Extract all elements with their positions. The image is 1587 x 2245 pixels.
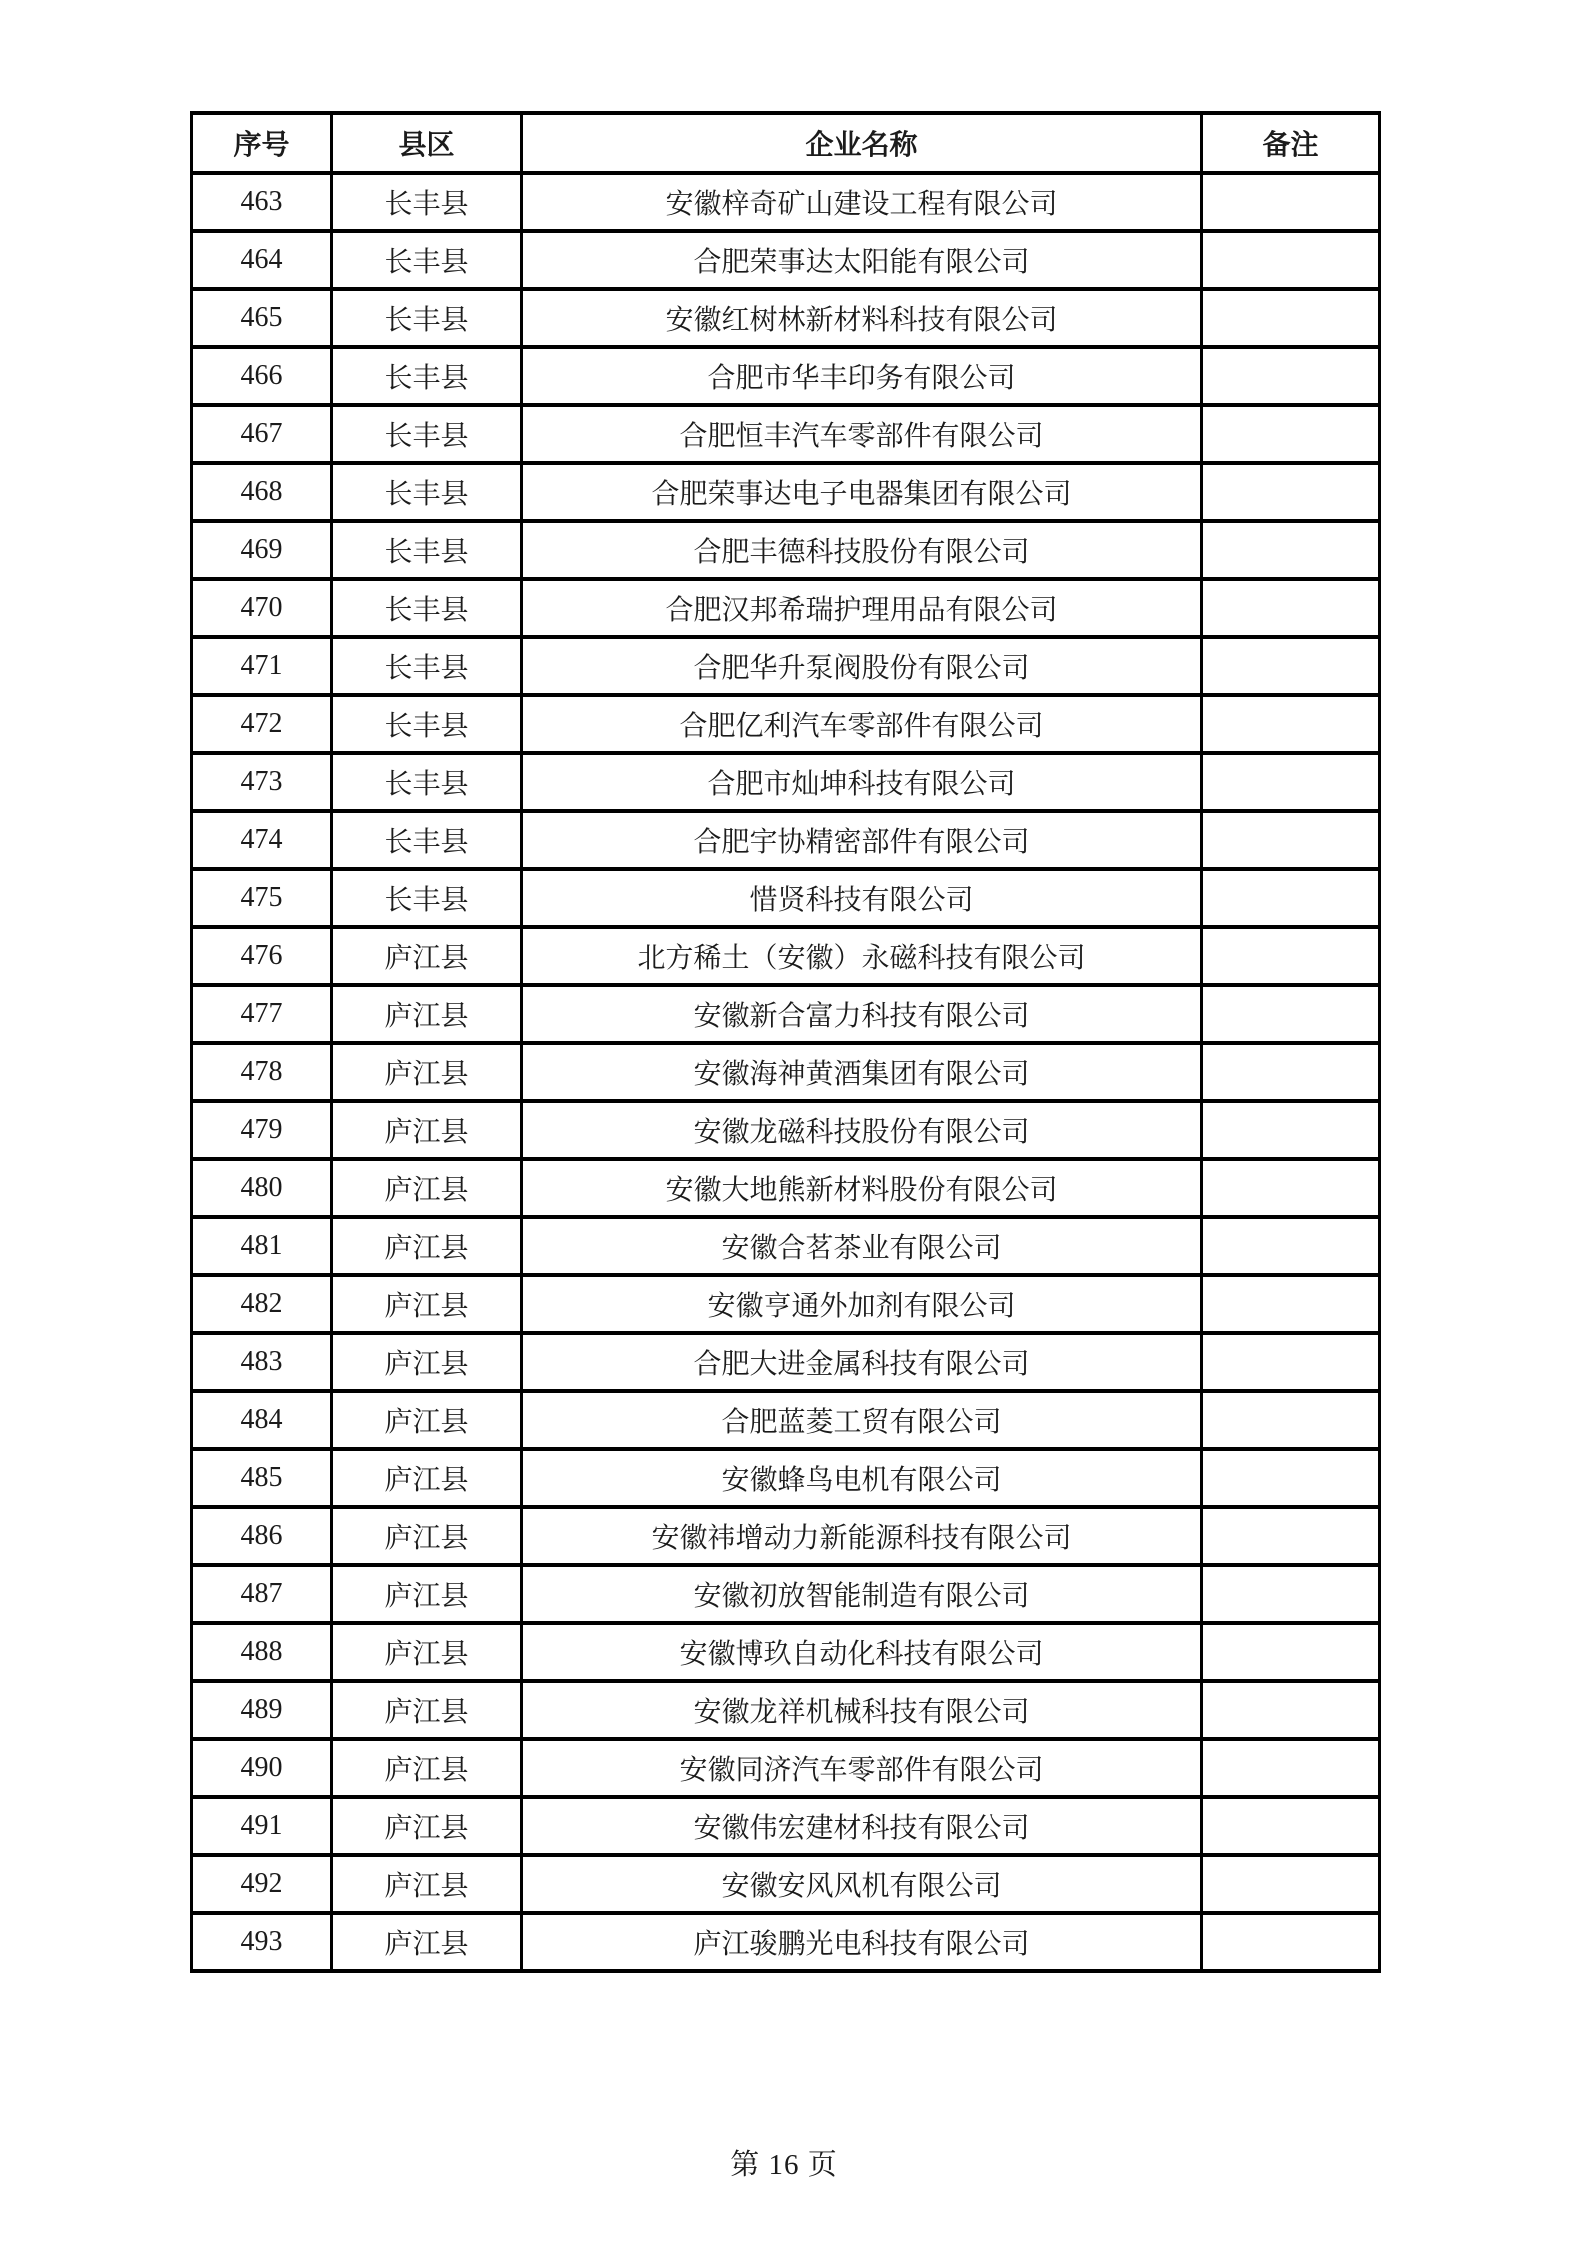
cell-county: 庐江县 xyxy=(332,1623,522,1681)
column-header-remark: 备注 xyxy=(1202,113,1380,173)
cell-remark xyxy=(1202,1159,1380,1217)
cell-index: 470 xyxy=(192,579,332,637)
cell-index: 490 xyxy=(192,1739,332,1797)
cell-company: 安徽新合富力科技有限公司 xyxy=(522,985,1202,1043)
table-row xyxy=(192,753,1380,811)
table-header-row xyxy=(192,113,1380,173)
cell-index: 476 xyxy=(192,927,332,985)
table-row xyxy=(192,1449,1380,1507)
cell-index: 465 xyxy=(192,289,332,347)
cell-remark xyxy=(1202,637,1380,695)
cell-index: 473 xyxy=(192,753,332,811)
cell-county: 长丰县 xyxy=(332,811,522,869)
cell-company: 安徽祎增动力新能源科技有限公司 xyxy=(522,1507,1202,1565)
cell-company: 安徽博玖自动化科技有限公司 xyxy=(522,1623,1202,1681)
cell-company: 合肥市华丰印务有限公司 xyxy=(522,347,1202,405)
cell-index: 481 xyxy=(192,1217,332,1275)
cell-remark xyxy=(1202,521,1380,579)
cell-remark xyxy=(1202,1217,1380,1275)
table-row xyxy=(192,637,1380,695)
cell-company: 合肥恒丰汽车零部件有限公司 xyxy=(522,405,1202,463)
cell-company: 安徽伟宏建材科技有限公司 xyxy=(522,1797,1202,1855)
cell-index: 478 xyxy=(192,1043,332,1101)
cell-remark xyxy=(1202,1797,1380,1855)
table-row xyxy=(192,579,1380,637)
cell-county: 长丰县 xyxy=(332,521,522,579)
cell-remark xyxy=(1202,1391,1380,1449)
column-header-index: 序号 xyxy=(192,113,332,173)
cell-remark xyxy=(1202,753,1380,811)
cell-remark xyxy=(1202,1101,1380,1159)
cell-company: 安徽大地熊新材料股份有限公司 xyxy=(522,1159,1202,1217)
cell-index: 482 xyxy=(192,1275,332,1333)
cell-company: 合肥荣事达电子电器集团有限公司 xyxy=(522,463,1202,521)
table-row xyxy=(192,1797,1380,1855)
table-row xyxy=(192,1855,1380,1913)
cell-county: 庐江县 xyxy=(332,1101,522,1159)
cell-company: 安徽合茗茶业有限公司 xyxy=(522,1217,1202,1275)
cell-index: 492 xyxy=(192,1855,332,1913)
cell-index: 475 xyxy=(192,869,332,927)
cell-county: 长丰县 xyxy=(332,405,522,463)
cell-county: 长丰县 xyxy=(332,579,522,637)
cell-index: 474 xyxy=(192,811,332,869)
cell-county: 庐江县 xyxy=(332,1159,522,1217)
cell-county: 长丰县 xyxy=(332,869,522,927)
cell-company: 合肥市灿坤科技有限公司 xyxy=(522,753,1202,811)
cell-county: 庐江县 xyxy=(332,1565,522,1623)
cell-company: 安徽亨通外加剂有限公司 xyxy=(522,1275,1202,1333)
cell-remark xyxy=(1202,927,1380,985)
column-header-company: 企业名称 xyxy=(522,113,1202,173)
page-number: 第 16 页 xyxy=(730,2149,838,2181)
cell-company: 合肥大进金属科技有限公司 xyxy=(522,1333,1202,1391)
cell-index: 464 xyxy=(192,231,332,289)
table-row xyxy=(192,521,1380,579)
table-row xyxy=(192,1159,1380,1217)
cell-index: 468 xyxy=(192,463,332,521)
cell-index: 493 xyxy=(192,1913,332,1971)
cell-county: 长丰县 xyxy=(332,637,522,695)
cell-index: 484 xyxy=(192,1391,332,1449)
cell-company: 合肥荣事达太阳能有限公司 xyxy=(522,231,1202,289)
cell-remark xyxy=(1202,1275,1380,1333)
cell-county: 庐江县 xyxy=(332,1739,522,1797)
cell-remark xyxy=(1202,1449,1380,1507)
table-row xyxy=(192,1507,1380,1565)
table-row xyxy=(192,1565,1380,1623)
cell-county: 庐江县 xyxy=(332,1333,522,1391)
cell-county: 长丰县 xyxy=(332,289,522,347)
cell-index: 463 xyxy=(192,173,332,231)
cell-county: 庐江县 xyxy=(332,927,522,985)
cell-company: 安徽海神黄酒集团有限公司 xyxy=(522,1043,1202,1101)
table-row xyxy=(192,347,1380,405)
cell-index: 467 xyxy=(192,405,332,463)
cell-index: 486 xyxy=(192,1507,332,1565)
enterprise-table xyxy=(190,111,1381,1973)
cell-remark xyxy=(1202,1333,1380,1391)
table-row xyxy=(192,1217,1380,1275)
column-header-county: 县区 xyxy=(332,113,522,173)
cell-county: 庐江县 xyxy=(332,1275,522,1333)
table-row xyxy=(192,1043,1380,1101)
cell-company: 安徽初放智能制造有限公司 xyxy=(522,1565,1202,1623)
cell-remark xyxy=(1202,1913,1380,1971)
cell-company: 安徽龙祥机械科技有限公司 xyxy=(522,1681,1202,1739)
cell-county: 庐江县 xyxy=(332,1217,522,1275)
cell-county: 庐江县 xyxy=(332,1391,522,1449)
cell-county: 庐江县 xyxy=(332,1797,522,1855)
table-row xyxy=(192,811,1380,869)
table-row xyxy=(192,985,1380,1043)
cell-remark xyxy=(1202,173,1380,231)
cell-remark xyxy=(1202,869,1380,927)
cell-county: 庐江县 xyxy=(332,985,522,1043)
table-row xyxy=(192,1101,1380,1159)
cell-remark xyxy=(1202,1623,1380,1681)
cell-remark xyxy=(1202,985,1380,1043)
cell-remark xyxy=(1202,1681,1380,1739)
cell-company: 安徽龙磁科技股份有限公司 xyxy=(522,1101,1202,1159)
cell-remark xyxy=(1202,405,1380,463)
cell-remark xyxy=(1202,289,1380,347)
cell-company: 安徽梓奇矿山建设工程有限公司 xyxy=(522,173,1202,231)
table-row xyxy=(192,1681,1380,1739)
cell-county: 长丰县 xyxy=(332,695,522,753)
cell-remark xyxy=(1202,1565,1380,1623)
cell-county: 庐江县 xyxy=(332,1913,522,1971)
cell-county: 庐江县 xyxy=(332,1449,522,1507)
cell-index: 479 xyxy=(192,1101,332,1159)
table-row xyxy=(192,1739,1380,1797)
cell-company: 合肥华升泵阀股份有限公司 xyxy=(522,637,1202,695)
table-row xyxy=(192,173,1380,231)
cell-county: 庐江县 xyxy=(332,1855,522,1913)
table-row xyxy=(192,463,1380,521)
cell-index: 472 xyxy=(192,695,332,753)
cell-county: 庐江县 xyxy=(332,1043,522,1101)
cell-remark xyxy=(1202,463,1380,521)
table-row xyxy=(192,231,1380,289)
cell-index: 485 xyxy=(192,1449,332,1507)
table-row xyxy=(192,1623,1380,1681)
cell-company: 合肥蓝菱工贸有限公司 xyxy=(522,1391,1202,1449)
cell-remark xyxy=(1202,1739,1380,1797)
cell-index: 480 xyxy=(192,1159,332,1217)
table-row xyxy=(192,1333,1380,1391)
cell-county: 庐江县 xyxy=(332,1507,522,1565)
cell-index: 488 xyxy=(192,1623,332,1681)
table-row xyxy=(192,405,1380,463)
cell-county: 长丰县 xyxy=(332,173,522,231)
cell-company: 合肥丰德科技股份有限公司 xyxy=(522,521,1202,579)
cell-index: 491 xyxy=(192,1797,332,1855)
cell-company: 惜贤科技有限公司 xyxy=(522,869,1202,927)
cell-index: 487 xyxy=(192,1565,332,1623)
cell-remark xyxy=(1202,231,1380,289)
cell-remark xyxy=(1202,1043,1380,1101)
cell-index: 489 xyxy=(192,1681,332,1739)
cell-index: 469 xyxy=(192,521,332,579)
table-row xyxy=(192,927,1380,985)
cell-remark xyxy=(1202,811,1380,869)
cell-company: 安徽同济汽车零部件有限公司 xyxy=(522,1739,1202,1797)
cell-company: 北方稀土（安徽）永磁科技有限公司 xyxy=(522,927,1202,985)
table-row xyxy=(192,1913,1380,1971)
table-row xyxy=(192,289,1380,347)
table-row xyxy=(192,1391,1380,1449)
cell-index: 466 xyxy=(192,347,332,405)
cell-county: 长丰县 xyxy=(332,463,522,521)
cell-company: 庐江骏鹏光电科技有限公司 xyxy=(522,1913,1202,1971)
cell-index: 477 xyxy=(192,985,332,1043)
cell-company: 合肥宇协精密部件有限公司 xyxy=(522,811,1202,869)
cell-county: 庐江县 xyxy=(332,1681,522,1739)
cell-county: 长丰县 xyxy=(332,753,522,811)
cell-remark xyxy=(1202,695,1380,753)
table-row xyxy=(192,695,1380,753)
cell-index: 483 xyxy=(192,1333,332,1391)
cell-company: 安徽红树林新材料科技有限公司 xyxy=(522,289,1202,347)
cell-county: 长丰县 xyxy=(332,347,522,405)
cell-company: 安徽安风风机有限公司 xyxy=(522,1855,1202,1913)
cell-company: 合肥亿利汽车零部件有限公司 xyxy=(522,695,1202,753)
cell-company: 合肥汉邦希瑞护理用品有限公司 xyxy=(522,579,1202,637)
cell-remark xyxy=(1202,1507,1380,1565)
cell-remark xyxy=(1202,1855,1380,1913)
table-row xyxy=(192,1275,1380,1333)
cell-remark xyxy=(1202,579,1380,637)
cell-index: 471 xyxy=(192,637,332,695)
cell-company: 安徽蜂鸟电机有限公司 xyxy=(522,1449,1202,1507)
cell-county: 长丰县 xyxy=(332,231,522,289)
cell-remark xyxy=(1202,347,1380,405)
table-row xyxy=(192,869,1380,927)
